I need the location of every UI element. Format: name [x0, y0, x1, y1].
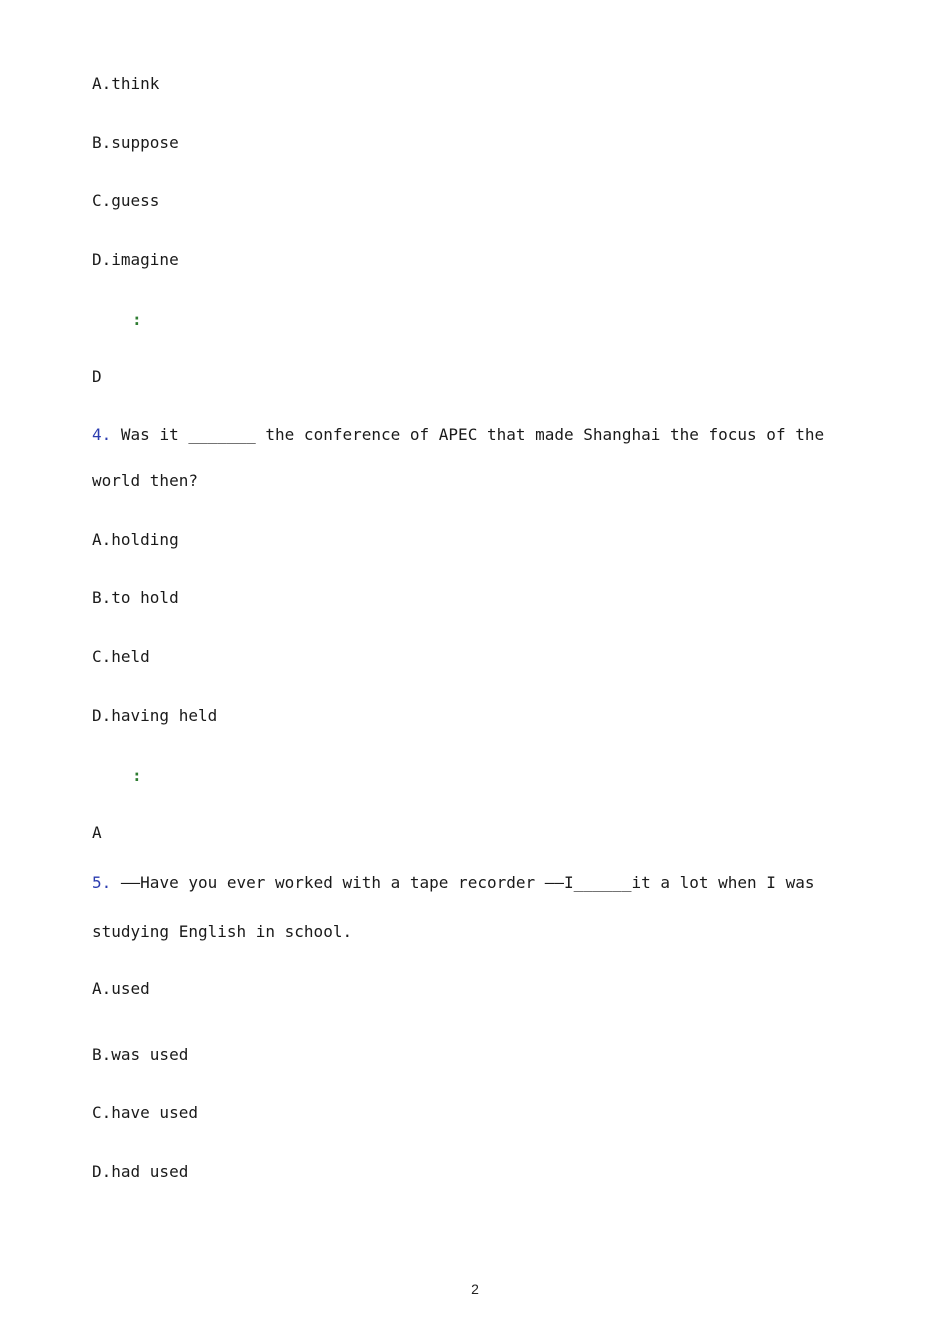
- q5-number: 5.: [92, 873, 112, 892]
- q5-option-a: A.used: [92, 979, 150, 998]
- q3-option-c: C.guess: [92, 191, 160, 210]
- q5-option-b: B.was used: [92, 1045, 189, 1064]
- q5-option-c: C.have used: [92, 1103, 198, 1122]
- q5-option-d: D.had used: [92, 1162, 189, 1181]
- q5-question-line1: [92, 873, 814, 893]
- page-number: 2: [471, 1281, 479, 1297]
- q4-option-c: C.held: [92, 647, 150, 666]
- q5-text-line1: ——Have you ever worked with a tape recorder ——I______it a lot when I was: [120, 873, 815, 892]
- q4-option-d: D.having held: [92, 706, 218, 725]
- q4-answer-marker: :: [132, 766, 142, 785]
- q3-option-a: A.think: [92, 74, 160, 93]
- q3-answer: D: [92, 367, 102, 386]
- q3-option-b: B.suppose: [92, 133, 179, 152]
- q3-option-d: D.imagine: [92, 250, 179, 269]
- q5-question-line2: studying English in school.: [92, 922, 353, 941]
- q4-option-a: A.holding: [92, 530, 179, 549]
- q4-answer: A: [92, 823, 102, 842]
- q4-text-line1: Was it _______ the conference of APEC that made Shanghai the focus of the: [120, 425, 825, 444]
- q4-question-line2: world then?: [92, 471, 198, 490]
- q4-option-b: B.to hold: [92, 588, 179, 607]
- q3-answer-marker: :: [132, 310, 142, 329]
- q4-question-line1: [92, 425, 824, 445]
- q4-number: 4.: [92, 425, 112, 444]
